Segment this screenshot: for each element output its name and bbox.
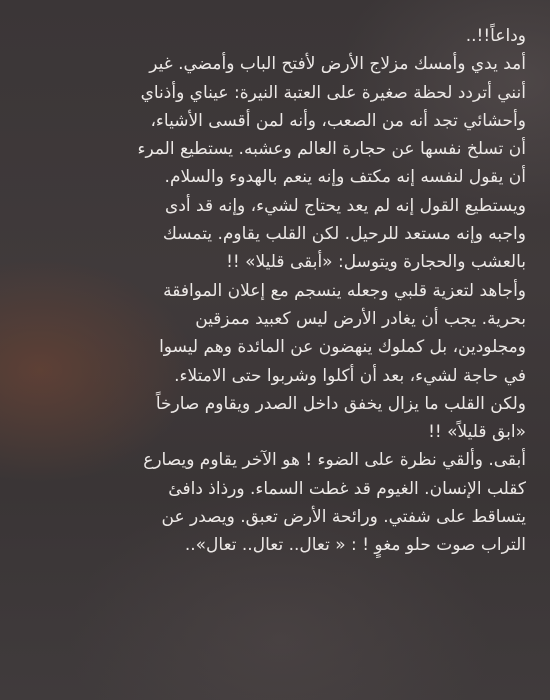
text-line-5: أن تسلخ نفسها عن حجارة العالم وعشبه. يستطيع المرء	[137, 139, 526, 160]
text-line-19: التراب صوت حلو مغوٍ ! : « تعال.. تعال.. تعال»..	[184, 535, 526, 556]
text-line-3: أنني أتردد لحظة صغيرة على العتبة النيرة: عيناي وأذناي	[140, 82, 526, 103]
page-text	[24, 22, 526, 560]
text-line-8: واجبه وإنه مستعد للرحيل. لكن القلب يقاوم. يتمسك	[162, 224, 526, 245]
text-line-15: «ابق قليلاً» !!	[428, 422, 526, 443]
text-line-18: يتساقط على شفتي. ورائحة الأرض تعبق. ويصدر عن	[161, 507, 526, 528]
text-line-14: ولكن القلب ما يزال يخفق داخل الصدر ويقاوم صارخاً	[155, 393, 526, 414]
text-line-7: ويستطيع القول إنه لم يعد يحتاج لشيء، وإنه قد أدى	[165, 195, 526, 216]
text-line-4: وأحشائي تجد أنه من الصعب، وأنه لمن أقسى الأشياء،	[150, 110, 526, 131]
text-line-13: في حاجة لشيء، بعد أن أكلوا وشربوا حتى الامتلاء.	[174, 365, 526, 386]
text-line-12: ومجلودين، بل كملوك ينهضون عن المائدة وهم ليسوا	[159, 337, 526, 358]
text-line-10: وأجاهد لتعزية قلبي وجعله ينسجم مع إعلان الموافقة	[163, 280, 526, 301]
text-line-9: بالعشب والحجارة ويتوسل: «أبقى قليلا» !!	[226, 252, 526, 273]
text-line-6: أن يقول لنفسه إنه مكتف وإنه ينعم بالهدوء والسلام.	[164, 167, 526, 188]
text-line-1: وداعاً!!..	[465, 26, 526, 46]
text-line-11: بحرية. يجب أن يغادر الأرض ليس كعبيد ممزقين	[195, 308, 526, 329]
text-line-16: أبقى. وألقي نظرة على الضوء ! هو الآخر يقاوم ويصارع	[143, 450, 526, 471]
text-line-17: كقلب الإنسان. الغيوم قد غطت السماء. ورذاذ دافئ	[168, 478, 526, 499]
text-line-2: أمد يدي وأمسك مزلاج الأرض لأفتح الباب وأمضي. غير	[149, 54, 526, 75]
